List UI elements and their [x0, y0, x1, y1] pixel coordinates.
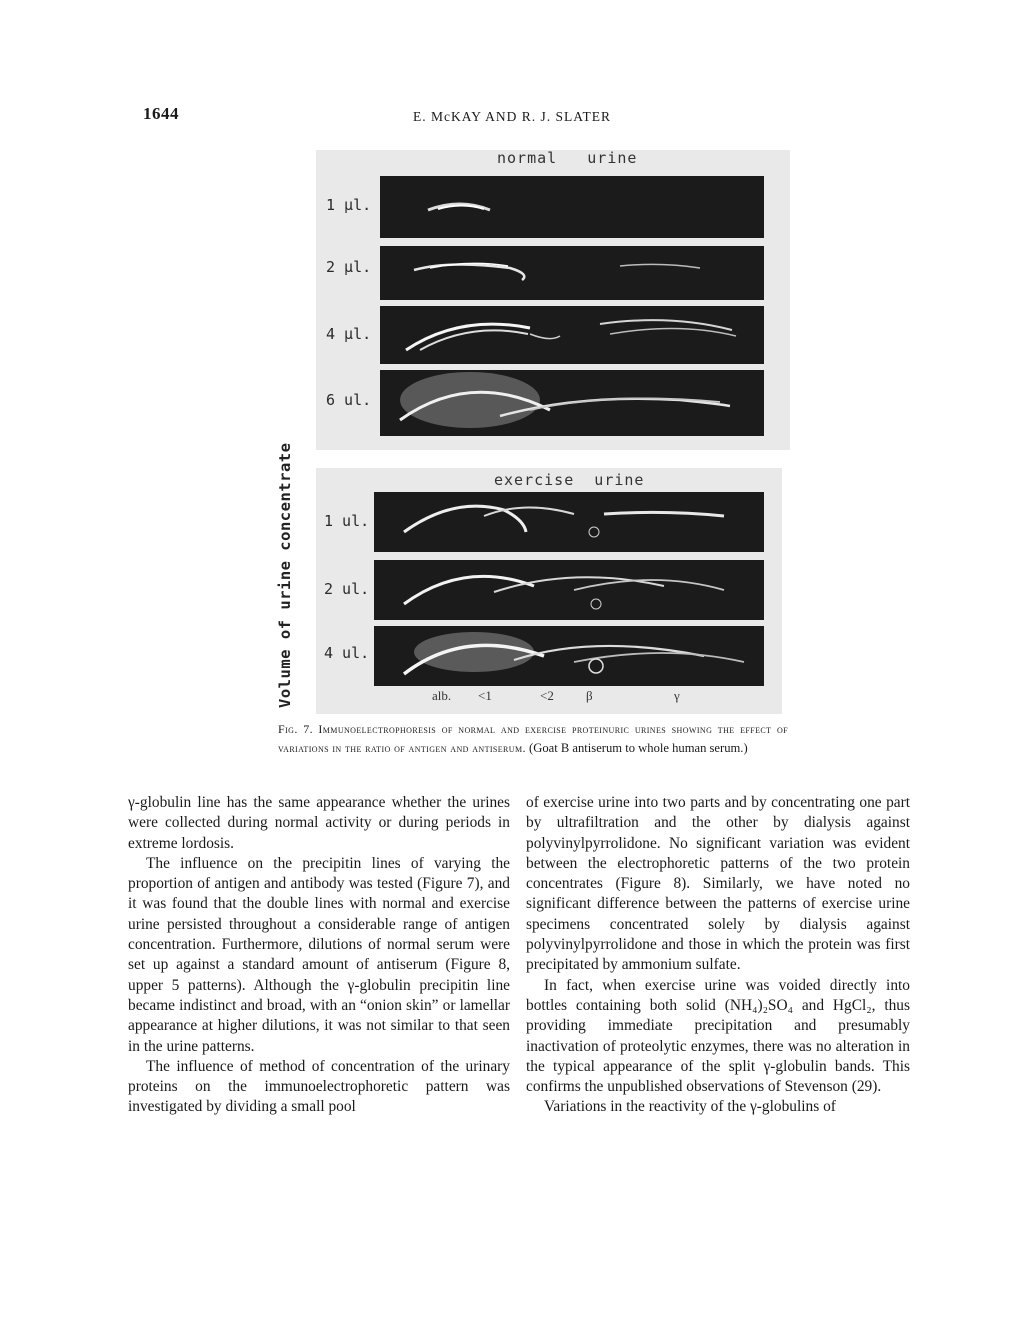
paragraph: The influence of method of concentration of the urinary proteins on the immunoelectrophoretic pattern was investigated by dividing a small pool	[128, 1057, 510, 1116]
figure-caption	[278, 720, 788, 758]
gel-strip	[374, 626, 764, 686]
band-label-beta: β	[586, 688, 593, 703]
row-label: 1 ul.	[324, 512, 370, 530]
band-label-alpha2: <2	[540, 688, 554, 703]
group-title-exercise: exercise urine	[494, 471, 645, 489]
gel-strip	[374, 560, 764, 620]
running-head: E. McKAY AND R. J. SLATER	[413, 109, 612, 124]
paragraph: of exercise urine into two parts and by concentrating one part by ultrafiltration and the other by dialysis against polyvinylpyrrolidone. No significant variation was evident between the electrophoretic patterns of the two protein concentrates (Figure 8). Similarly, we have noted no significant difference between the patterns of exercise urine specimens concentrated solely by dialysis against polyvinylpyrrolidone and those in which the protein was first precipitated by ammonium sulfate.	[526, 794, 910, 974]
gel-strip	[380, 370, 764, 436]
gel-strip	[380, 176, 764, 238]
paragraph: The influence on the precipitin lines of varying the proportion of antigen and antibody was tested (Figure 7), and it was found that the double lines with normal and exercise urine persisted throughout a considerable range of antigen concentration. Furthermore, dilutions of normal serum were set up against a standard amount of antiserum (Figure 8, upper 5 patterns). Although the γ-globulin precipitin line became indistinct and broad, with an “onion skin” or lamellar appearance at higher dilutions, it was not similar to that seen in the urine patterns.	[128, 854, 510, 1055]
group-title-normal: normal urine	[497, 149, 638, 167]
y-axis-label: Volume of urine concentrate	[276, 442, 294, 708]
caption-note: (Goat B antiserum to whole human serum.)	[529, 741, 748, 755]
gel-strip	[380, 246, 764, 300]
paragraph: In fact, when exercise urine was voided directly into bottles containing both solid (NH₄)₂SO₄ and HgCl₂, thus providing immediate precipitation and presumably inactivation of proteolytic enzymes, there was no alteration in the typical appearance of the split γ-globulin bands. This confirms the unpublished observations of Stevenson (29).	[526, 976, 910, 1096]
gel-strip	[380, 306, 764, 364]
caption-title: Immunoelectrophoresis of normal and exercise proteinuric urines showing the effect of variations in the ratio of antigen and antiserum.	[278, 722, 788, 755]
text-column-left	[128, 793, 510, 1118]
row-label: 4 ul.	[324, 644, 370, 662]
text-column-right	[526, 793, 910, 1118]
band-label-alpha1: <1	[478, 688, 492, 703]
paragraph: Variations in the reactivity of the γ-globulins of	[544, 1098, 836, 1116]
page-number: 1644	[143, 104, 179, 123]
row-label: 2 ul.	[324, 580, 370, 598]
band-label-gamma: γ	[674, 688, 680, 703]
caption-fig-label: Fig. 7.	[278, 722, 314, 736]
figure-7	[276, 148, 800, 714]
row-label: 2 µl.	[326, 258, 372, 276]
band-label-albumin: alb.	[432, 688, 452, 703]
paragraph: γ-globulin line has the same appearance whether the urines were collected during normal activity or during periods in extreme lordosis.	[128, 794, 510, 852]
row-label: 6 ul.	[326, 391, 372, 409]
row-label: 4 µl.	[326, 325, 372, 343]
gel-strip	[374, 492, 764, 552]
row-label: 1 µl.	[326, 196, 372, 214]
